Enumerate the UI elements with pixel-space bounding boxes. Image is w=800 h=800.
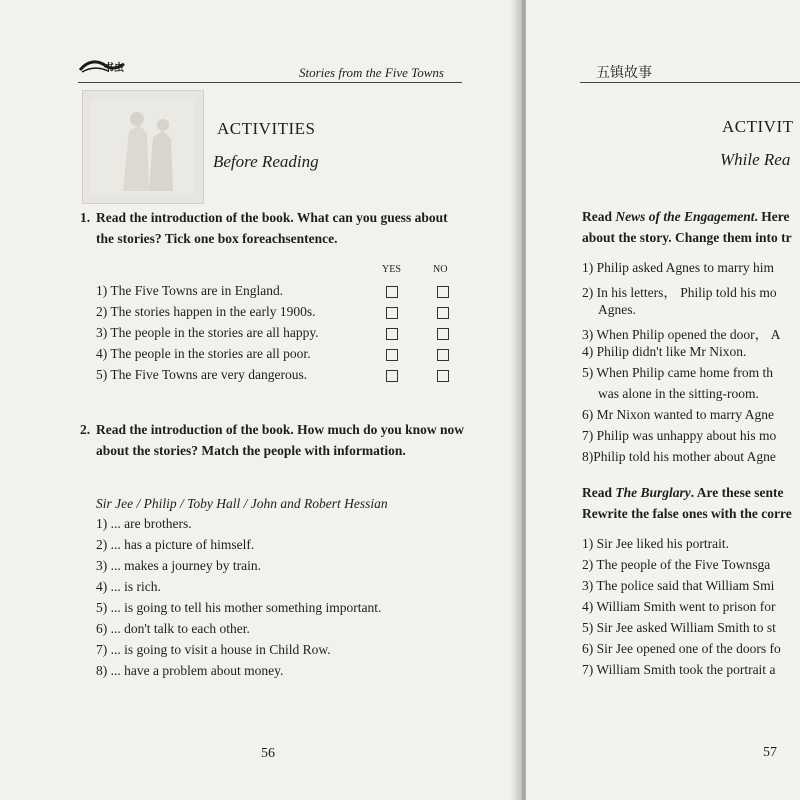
list-item: 2) ... has a picture of himself.	[96, 537, 255, 552]
list-item-continuation: Agnes.	[598, 302, 636, 317]
no-checkbox[interactable]	[437, 307, 449, 319]
list-item: 6) Mr Nixon wanted to marry Agne	[582, 407, 774, 422]
question-2-text: Read the introduction of the book. How much do you know now about the stories? Match the people with information.	[96, 422, 465, 458]
page-number: 57	[763, 745, 777, 760]
list-item: 5) Sir Jee asked William Smith to st	[582, 620, 776, 635]
question-1-number: 1.	[80, 210, 91, 225]
no-checkbox[interactable]	[437, 328, 449, 340]
yes-column-header: YES	[382, 264, 401, 275]
running-head: Stories from the Five Towns	[299, 65, 444, 80]
no-checkbox[interactable]	[437, 370, 449, 382]
question-2-number: 2.	[80, 422, 91, 437]
running-head: 五镇故事	[596, 65, 652, 81]
right-page	[526, 0, 800, 800]
list-item: 1) Sir Jee liked his portrait.	[582, 536, 729, 551]
list-item: 5) When Philip came home from th	[582, 365, 773, 380]
list-item: 3) When Philip opened the door， A	[582, 327, 781, 342]
before-reading-subheading: Before Reading	[213, 152, 319, 171]
figures-illustration-icon	[83, 91, 203, 203]
list-item: 4) William Smith went to prison for	[582, 599, 776, 614]
list-item: 8) ... have a problem about money.	[96, 663, 284, 678]
list-item: 6) Sir Jee opened one of the doors fo	[582, 641, 781, 656]
section-1-intro-line-2: about the story. Change them into tr	[582, 230, 792, 245]
list-item: 3) ... makes a journey by train.	[96, 558, 261, 573]
no-checkbox[interactable]	[437, 349, 449, 361]
statement-text: 1) The Five Towns are in England.	[96, 283, 284, 298]
statement-text: 3) The people in the stories are all happy.	[96, 325, 319, 340]
no-checkbox[interactable]	[437, 286, 449, 298]
section-2-intro-line-2: Rewrite the false ones with the corre	[582, 506, 792, 521]
section-1-intro: Read News of the Engagement. Here	[582, 209, 790, 224]
list-item: 7) ... is going to visit a house in Child Row.	[96, 642, 331, 657]
logo-text: 书虫	[104, 63, 124, 74]
yes-checkbox[interactable]	[386, 349, 398, 361]
section-2-intro: Read The Burglary. Are these sente	[582, 485, 784, 500]
header-rule	[78, 82, 462, 83]
list-item: 4) ... is rich.	[96, 579, 161, 594]
header-rule	[580, 82, 800, 83]
list-item: 7) Philip was unhappy about his mo	[582, 428, 777, 443]
character-names: Sir Jee / Philip / Toby Hall / John and Robert Hessian	[96, 496, 388, 511]
while-reading-subheading: While Rea	[720, 150, 791, 169]
list-item: 1) Philip asked Agnes to marry him	[582, 260, 774, 275]
list-item: 5) ... is going to tell his mother something important.	[96, 600, 382, 615]
list-item-continuation: was alone in the sitting-room.	[598, 386, 759, 401]
yes-checkbox[interactable]	[386, 286, 398, 298]
yes-checkbox[interactable]	[386, 328, 398, 340]
statement-text: 5) The Five Towns are very dangerous.	[96, 367, 308, 382]
list-item: 4) Philip didn't like Mr Nixon.	[582, 344, 747, 359]
illustration-image	[82, 90, 204, 204]
activities-heading: ACTIVITIES	[217, 119, 316, 138]
list-item: 2) In his letters， Philip told his mo	[582, 285, 777, 300]
statement-text: 4) The people in the stories are all poor.	[96, 346, 311, 361]
yes-checkbox[interactable]	[386, 307, 398, 319]
list-item: 1) ... are brothers.	[96, 516, 192, 531]
list-item: 3) The police said that William Smi	[582, 578, 775, 593]
question-1-text: Read the introduction of the book. What can you guess about the stories? Tick one box foreachsentence.	[96, 210, 448, 246]
no-column-header: NO	[433, 264, 448, 275]
activities-heading: ACTIVIT	[722, 117, 794, 136]
yes-checkbox[interactable]	[386, 370, 398, 382]
statement-text: 2) The stories happen in the early 1900s.	[96, 304, 316, 319]
list-item: 6) ... don't talk to each other.	[96, 621, 250, 636]
list-item: 8)Philip told his mother about Agne	[582, 449, 776, 464]
page-number: 56	[261, 746, 275, 761]
list-item: 2) The people of the Five Townsga	[582, 557, 771, 572]
list-item: 7) William Smith took the portrait a	[582, 662, 776, 677]
